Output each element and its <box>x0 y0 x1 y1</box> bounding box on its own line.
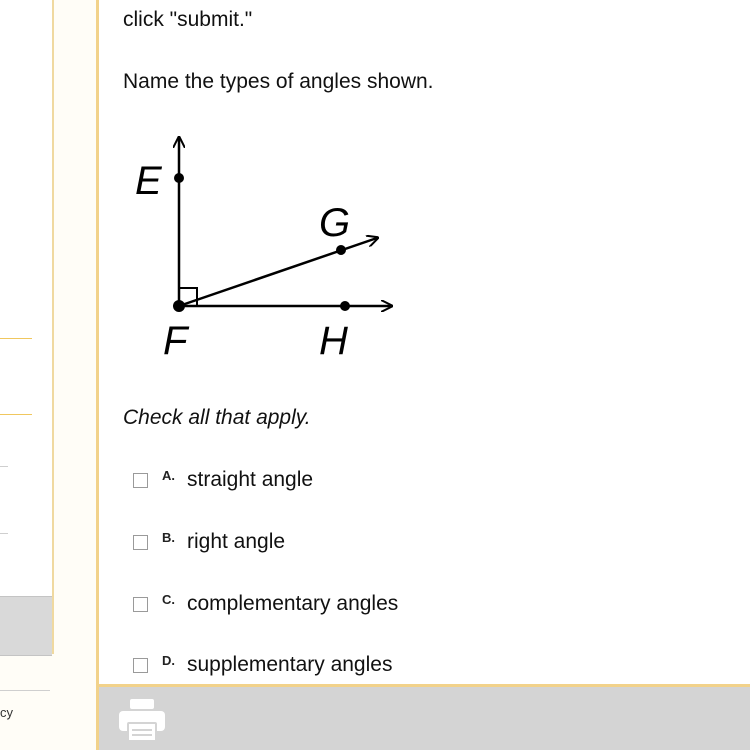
instructions-text: click "submit." <box>123 8 253 31</box>
privacy-link[interactable]: cy <box>0 705 13 720</box>
label-e: E <box>135 159 162 203</box>
sidebar-tick <box>0 466 8 467</box>
printer-icon[interactable] <box>119 699 165 741</box>
option-a[interactable] <box>133 466 313 494</box>
label-h: H <box>319 319 348 363</box>
label-g: G <box>319 201 351 245</box>
option-text: right angle <box>187 530 286 553</box>
option-c[interactable] <box>133 590 398 618</box>
sidebar-button[interactable] <box>0 596 52 656</box>
option-d[interactable] <box>133 651 392 679</box>
question-frame <box>96 0 750 750</box>
option-letter: D. <box>162 652 175 668</box>
sidebar-tick <box>0 533 8 534</box>
left-sidebar <box>0 0 96 750</box>
sidebar-divider <box>0 414 32 415</box>
checkbox-a[interactable] <box>133 473 148 488</box>
check-all-instruction: Check all that apply. <box>123 406 311 429</box>
option-text: supplementary angles <box>187 653 393 676</box>
option-text: straight angle <box>187 468 314 491</box>
checkbox-d[interactable] <box>133 658 148 673</box>
label-f: F <box>163 319 188 363</box>
point-e <box>174 173 184 183</box>
option-b[interactable] <box>133 528 285 556</box>
angle-diagram <box>123 124 423 374</box>
option-letter: B. <box>162 529 175 545</box>
option-text: complementary angles <box>187 592 399 615</box>
question-prompt: Name the types of angles shown. <box>123 70 434 93</box>
checkbox-c[interactable] <box>133 597 148 612</box>
sidebar-footer-divider <box>0 690 50 691</box>
option-letter: A. <box>162 467 175 483</box>
sidebar-divider <box>0 338 32 339</box>
point-f <box>173 300 185 312</box>
option-letter: C. <box>162 591 175 607</box>
checkbox-b[interactable] <box>133 535 148 550</box>
sidebar-panel <box>0 0 54 654</box>
point-g <box>336 245 346 255</box>
point-h <box>340 301 350 311</box>
ray-fg <box>179 238 377 306</box>
footer-toolbar <box>99 684 750 750</box>
